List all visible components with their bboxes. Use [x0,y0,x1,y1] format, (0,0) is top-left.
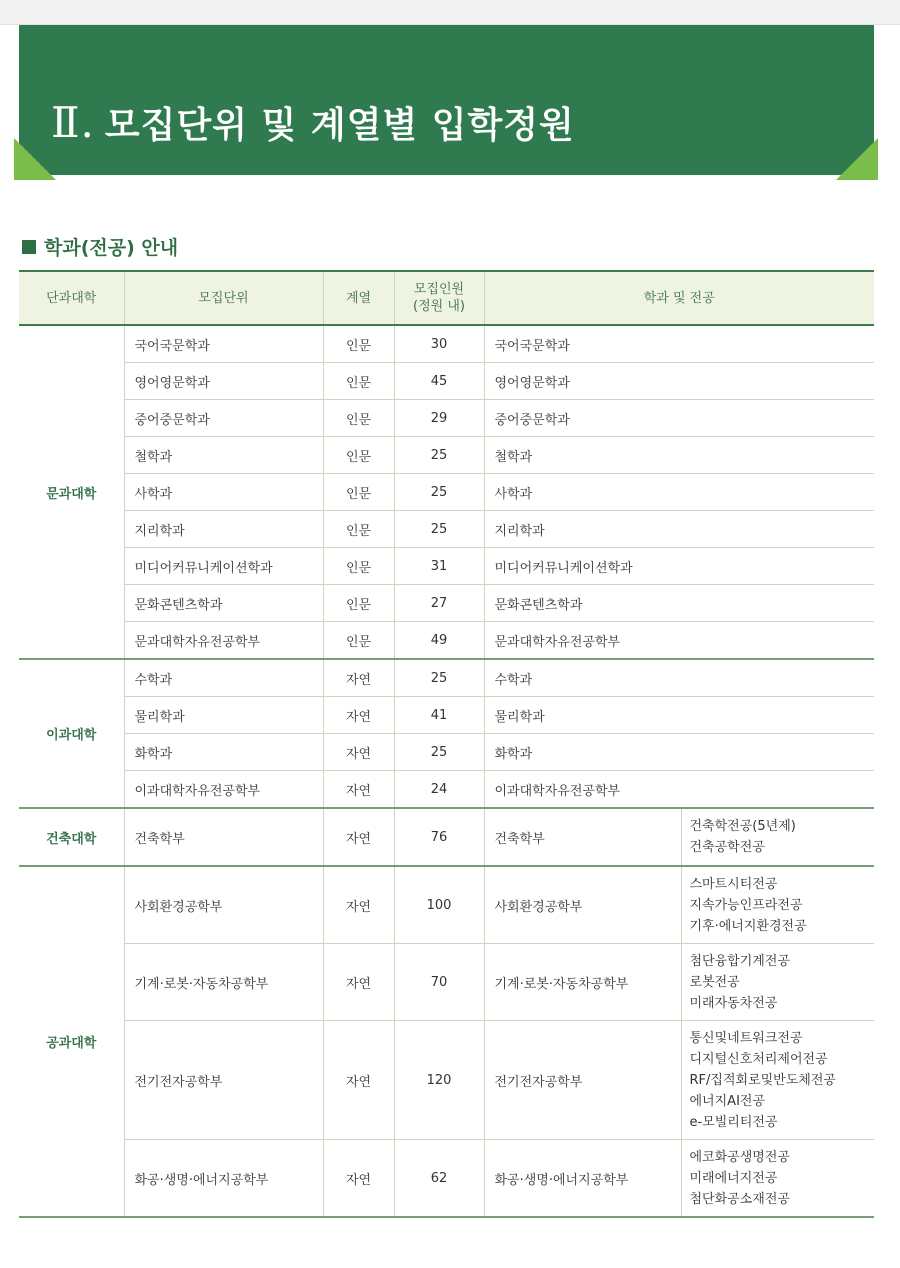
unit-cell: 미디어커뮤니케이션학과 [124,548,323,585]
field-cell: 인문 [323,400,394,437]
unit-cell: 지리학과 [124,511,323,548]
track-item: 통신및네트워크전공 [689,1030,803,1046]
quota-cell: 24 [394,771,484,809]
table-row [19,866,874,944]
table-row [19,325,874,363]
unit-cell: 화공·생명·에너지공학부 [124,1140,323,1218]
banner-corner-right [836,138,878,180]
banner-corner-left [14,138,56,180]
quota-cell: 62 [394,1140,484,1218]
unit-cell: 화학과 [124,734,323,771]
track-item: 미래자동차전공 [689,995,778,1011]
dept-cell: 전기전자공학부 [484,1021,681,1140]
unit-cell: 기계·로봇·자동차공학부 [124,944,323,1021]
field-cell: 자연 [323,866,394,944]
track-item: 첨단화공소재전공 [689,1191,790,1207]
track-item: 미래에너지전공 [689,1170,778,1186]
department-table [19,270,874,1218]
table-row [19,363,874,400]
header-field: 계열 [323,271,394,325]
track-item: RF/집적회로및반도체전공 [689,1072,836,1088]
unit-cell: 이과대학자유전공학부 [124,771,323,809]
chapter-title-text: 모집단위 및 계열별 입학정원 [104,105,575,146]
dept-cell: 미디어커뮤니케이션학과 [484,548,874,585]
track-item: 첨단융합기계전공 [689,953,790,969]
track-item: 기후·에너지환경전공 [689,918,807,934]
unit-cell: 국어국문학과 [124,325,323,363]
unit-cell: 수학과 [124,659,323,697]
table-row [19,548,874,585]
header-college: 단과대학 [19,271,124,325]
table-row [19,944,874,1021]
field-cell: 자연 [323,659,394,697]
dept-cell: 이과대학자유전공학부 [484,771,874,809]
field-cell: 인문 [323,437,394,474]
unit-cell: 중어중문학과 [124,400,323,437]
tracks-cell [681,808,874,866]
header-unit: 모집단위 [124,271,323,325]
quota-cell: 70 [394,944,484,1021]
table-row [19,474,874,511]
field-cell: 인문 [323,548,394,585]
field-cell: 인문 [323,363,394,400]
table-row [19,1021,874,1140]
quota-cell: 25 [394,437,484,474]
header-quota [394,271,484,325]
dept-cell: 물리학과 [484,697,874,734]
tracks-cell [681,944,874,1021]
browser-top-bar [0,0,900,25]
quota-cell: 29 [394,400,484,437]
college-cell: 건축대학 [19,808,124,866]
track-item: 디지털신호처리제어전공 [689,1051,828,1067]
field-cell: 자연 [323,734,394,771]
field-cell: 인문 [323,622,394,660]
chapter-banner [19,25,874,175]
track-item: 건축학전공(5년제) [689,819,796,834]
quota-cell: 27 [394,585,484,622]
quota-cell: 41 [394,697,484,734]
track-item: 에너지AI전공 [689,1093,766,1109]
track-item: 스마트시티전공 [689,876,778,892]
table-row [19,437,874,474]
dept-cell: 영어영문학과 [484,363,874,400]
table-row [19,400,874,437]
table-row [19,1140,874,1218]
unit-cell: 전기전자공학부 [124,1021,323,1140]
quota-cell: 120 [394,1021,484,1140]
header-quota-line1: 모집인원 [413,282,465,297]
quota-cell: 25 [394,659,484,697]
field-cell: 인문 [323,585,394,622]
track-item: 지속가능인프라전공 [689,897,803,913]
field-cell: 자연 [323,808,394,866]
dept-cell: 국어국문학과 [484,325,874,363]
section-heading [22,233,178,260]
track-item: 건축공학전공 [689,840,765,855]
quota-cell: 30 [394,325,484,363]
table-row [19,771,874,809]
tracks-cell [681,1021,874,1140]
header-quota-line2: (정원 내) [413,299,465,314]
unit-cell: 사회환경공학부 [124,866,323,944]
quota-cell: 25 [394,474,484,511]
unit-cell: 문과대학자유전공학부 [124,622,323,660]
chapter-number: Ⅱ. [51,98,95,147]
track-item: 에코화공생명전공 [689,1149,790,1165]
unit-cell: 건축학부 [124,808,323,866]
tracks-cell [681,866,874,944]
dept-cell: 중어중문학과 [484,400,874,437]
table-row [19,585,874,622]
field-cell: 인문 [323,474,394,511]
quota-cell: 100 [394,866,484,944]
table-row [19,659,874,697]
track-item: 로봇전공 [689,974,740,990]
dept-cell: 사회환경공학부 [484,866,681,944]
tracks-cell [681,1140,874,1218]
dept-cell: 화학과 [484,734,874,771]
quota-cell: 76 [394,808,484,866]
table-header-row [19,271,874,325]
quota-cell: 25 [394,511,484,548]
college-cell: 문과대학 [19,325,124,659]
dept-cell: 문과대학자유전공학부 [484,622,874,660]
square-bullet-icon [22,240,36,254]
table-row [19,511,874,548]
header-dept: 학과 및 전공 [484,271,874,325]
unit-cell: 문화콘텐츠학과 [124,585,323,622]
unit-cell: 물리학과 [124,697,323,734]
section-heading-text: 학과(전공) 안내 [44,237,179,259]
unit-cell: 사학과 [124,474,323,511]
field-cell: 자연 [323,1021,394,1140]
dept-cell: 기계·로봇·자동차공학부 [484,944,681,1021]
field-cell: 자연 [323,944,394,1021]
college-cell: 이과대학 [19,659,124,808]
dept-cell: 지리학과 [484,511,874,548]
dept-cell: 문화콘텐츠학과 [484,585,874,622]
dept-cell: 철학과 [484,437,874,474]
quota-cell: 25 [394,734,484,771]
college-cell: 공과대학 [19,866,124,1217]
field-cell: 자연 [323,697,394,734]
quota-cell: 31 [394,548,484,585]
dept-cell: 수학과 [484,659,874,697]
field-cell: 자연 [323,771,394,809]
field-cell: 인문 [323,511,394,548]
quota-cell: 49 [394,622,484,660]
dept-cell: 화공·생명·에너지공학부 [484,1140,681,1218]
unit-cell: 영어영문학과 [124,363,323,400]
chapter-title [51,97,575,148]
table-row [19,622,874,660]
track-item: e-모빌리티전공 [689,1114,778,1130]
table-row [19,697,874,734]
dept-cell: 사학과 [484,474,874,511]
field-cell: 자연 [323,1140,394,1218]
table-row [19,808,874,866]
field-cell: 인문 [323,325,394,363]
table-row [19,734,874,771]
quota-cell: 45 [394,363,484,400]
dept-cell: 건축학부 [484,808,681,866]
unit-cell: 철학과 [124,437,323,474]
